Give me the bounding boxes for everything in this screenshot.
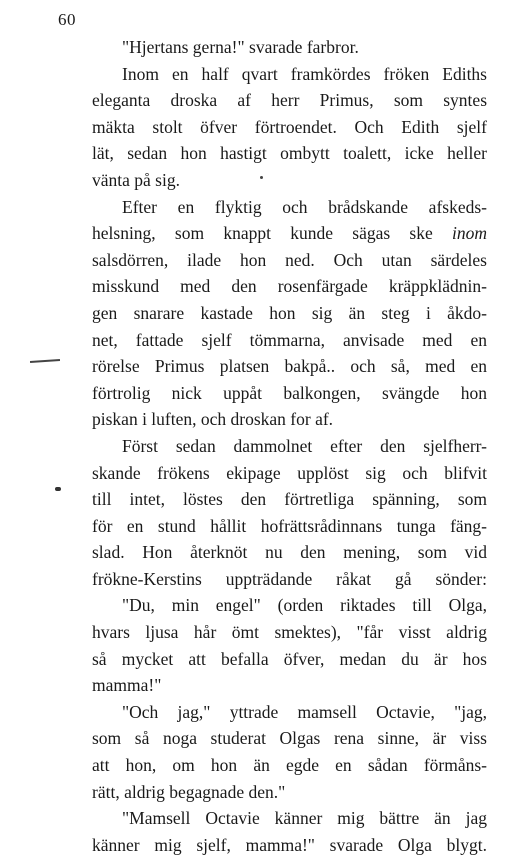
text-line: "Och jag," yttrade mamsell Octavie, "jag, xyxy=(122,701,487,722)
text-line: slad. Hon återknöt nu den mening, som vid xyxy=(92,542,487,563)
text-line: lät, sedan hon hastigt ombytt toalett, icke heller xyxy=(92,143,487,164)
text-line: helsning, som knappt kunde sägas ske inom xyxy=(92,223,487,244)
text-line: misskund med den rosenfärgade kräppklädnin- xyxy=(92,276,487,297)
italic-word: inom xyxy=(452,223,487,244)
text-line: frökne-Kerstins uppträdande råkat gå sönder: xyxy=(92,568,487,589)
text-line: rörelse Primus platsen bakpå.. och så, med en xyxy=(92,356,487,377)
text-line: eleganta droska af herr Primus, som syntes xyxy=(92,90,487,111)
text-line: mamma!" xyxy=(92,675,162,696)
text-line: känner mig sjelf, mamma!" svarade Olga blygt. xyxy=(92,834,487,855)
text-line: mäkta stolt öfver förtroendet. Och Edith sjelf xyxy=(92,116,487,137)
text-line: förtrolig nick uppåt balkongen, svängde hon xyxy=(92,382,487,403)
text-line: "Mamsell Octavie känner mig bättre än jag xyxy=(122,808,487,829)
text-line: vänta på sig. xyxy=(92,169,180,190)
text-line: rätt, aldrig begagnade den." xyxy=(92,781,286,802)
body-text xyxy=(92,34,487,858)
text-line: att hon, om hon än egde en sådan förmåns- xyxy=(92,755,487,776)
text-line: gen snarare kastade hon sig än steg i åkdo- xyxy=(92,302,487,323)
margin-dash-mark xyxy=(30,359,60,363)
text-line: skande frökens ekipage upplöst sig och blifvit xyxy=(92,462,487,483)
stray-dot-mark xyxy=(260,176,263,179)
text-line: Först sedan dammolnet efter den sjelfherr- xyxy=(122,435,487,456)
margin-dot-mark xyxy=(55,487,61,491)
text-line: till intet, löstes den förtretliga spänning, som xyxy=(92,489,487,510)
text-line: Efter en flyktig och brådskande afskeds- xyxy=(122,196,487,217)
text-line: för en stund hållit hofrättsrådinnans tunga fäng- xyxy=(92,515,487,536)
text-line: net, fattade sjelf tömmarna, anvisade med en xyxy=(92,329,487,350)
text-line: Inom en half qvart framkördes fröken Ediths xyxy=(122,63,487,84)
text-line: som så noga studerat Olgas rena sinne, är viss xyxy=(92,728,487,749)
text-line: "Hjertans gerna!" svarade farbror. xyxy=(122,37,359,57)
text-line: hvars ljusa hår ömt smektes), "får visst aldrig xyxy=(92,622,487,643)
page-number: 60 xyxy=(58,10,76,29)
text-line: "Du, min engel" (orden riktades till Olga, xyxy=(122,595,487,616)
text-line: salsdörren, ilade hon ned. Och utan särdeles xyxy=(92,249,487,270)
text-line: så mycket att befalla öfver, medan du är hos xyxy=(92,648,487,669)
text-line: piskan i luften, och droskan for af. xyxy=(92,409,334,430)
